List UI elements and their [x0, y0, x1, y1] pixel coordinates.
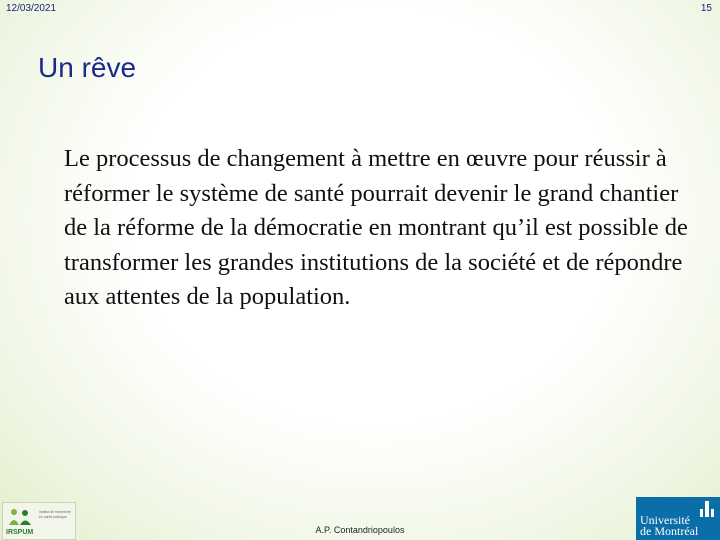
- udem-logo: [636, 497, 720, 540]
- udem-name-line1: Université: [640, 513, 690, 527]
- footer-author: A.P. Contandriopoulos: [315, 525, 405, 535]
- slide-date: 12/03/2021: [6, 3, 57, 14]
- udem-name-line2: de Montréal: [640, 524, 699, 538]
- slide-body-text: Le processus de changement à mettre en œuvre pour réussir à réformer le système de santé pourrait devenir le grand chantier de la réforme de la démocratie en montrant qu’il est possible de transformer les grandes institutions de la société et de répondre aux attentes de la population.: [64, 145, 688, 310]
- slide-title: Un rêve: [38, 52, 137, 83]
- slide-page-number: 15: [700, 3, 712, 14]
- irspum-acronym: IRSPUM: [6, 529, 34, 536]
- irspum-figure-icon: [7, 507, 33, 527]
- udem-name: [640, 515, 718, 537]
- irspum-small-text: Institut de recherche en santé publique: [39, 510, 71, 519]
